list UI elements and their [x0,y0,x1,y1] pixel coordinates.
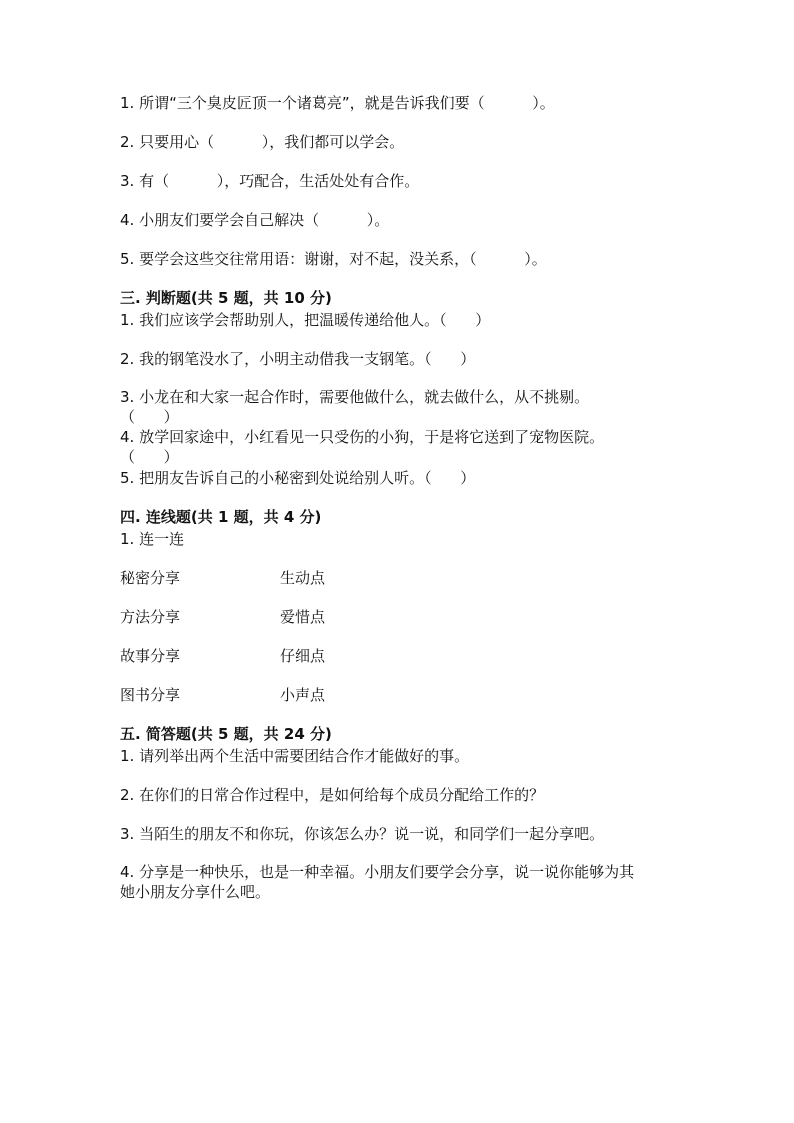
judge-item-1: 1. 我们应该学会帮助别人，把温暖传递给他人。（ ） [120,311,491,329]
match-right-item: 仔细点 [280,647,326,665]
match-right-item: 小声点 [280,686,326,704]
judge-item-3: 3. 小龙在和大家一起合作时，需要他做什么，就去做什么，从不挑剔。 [120,388,590,406]
match-row [120,567,680,589]
fill-blank-5: 5. 要学会这些交往常用语：谢谢，对不起，没关系，（ ）。 [120,250,547,268]
match-left-item: 方法分享 [120,608,181,626]
match-left-item: 秘密分享 [120,569,181,587]
match-left-item: 故事分享 [120,647,181,665]
fill-blank-3: 3. 有（ ），巧配合，生活处处有合作。 [120,172,420,190]
judge-item-4-bracket: （ ） [120,448,179,466]
match-row [120,684,680,706]
section-4-title: 四. 连线题(共 1 题，共 4 分) [120,508,322,526]
section-3-title: 三. 判断题(共 5 题，共 10 分) [120,289,332,307]
match-row [120,606,680,628]
judge-item-4: 4. 放学回家途中，小红看见一只受伤的小狗，于是将它送到了宠物医院。 [120,428,605,446]
match-right-item: 爱惜点 [280,608,326,626]
short-answer-4-cont: 她小朋友分享什么吧。 [120,883,271,901]
worksheet-page [120,92,680,902]
match-right-item: 生动点 [280,569,326,587]
fill-blank-1: 1. 所谓“三个臭皮匠顶一个诸葛亮”，就是告诉我们要（ ）。 [120,94,555,112]
fill-blank-2: 2. 只要用心（ ），我们都可以学会。 [120,133,405,151]
match-left-item: 图书分享 [120,686,181,704]
judge-item-2: 2. 我的钢笔没水了，小明主动借我一支钢笔。（ ） [120,350,476,368]
fill-blank-4: 4. 小朋友们要学会自己解决（ ）。 [120,211,390,229]
judge-item-5: 5. 把朋友告诉自己的小秘密到处说给别人听。（ ） [120,469,476,487]
match-row [120,645,680,667]
short-answer-4: 4. 分享是一种快乐，也是一种幸福。小朋友们要学会分享，说一说你能够为其 [120,863,635,881]
short-answer-2: 2. 在你们的日常合作过程中，是如何给每个成员分配给工作的？ [120,786,545,804]
short-answer-3: 3. 当陌生的朋友不和你玩，你该怎么办？说一说，和同学们一起分享吧。 [120,825,605,843]
short-answer-1: 1. 请列举出两个生活中需要团结合作才能做好的事。 [120,747,470,765]
judge-item-3-bracket: （ ） [120,408,179,426]
section-5-title: 五. 简答题(共 5 题，共 24 分) [120,725,332,743]
match-prompt: 1. 连一连 [120,530,185,548]
